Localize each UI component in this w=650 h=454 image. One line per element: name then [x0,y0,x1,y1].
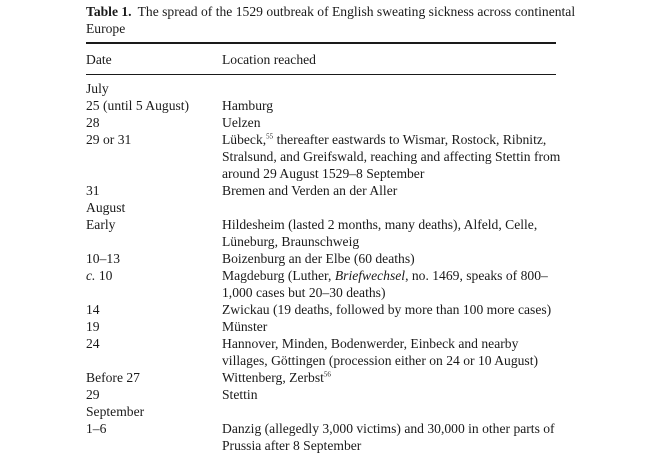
location-text: Magdeburg (Luther, [222,268,335,283]
date-cell: 29 [86,387,100,402]
location-cell [222,131,566,182]
location-cell: Stettin [222,387,258,402]
location-cell: Hannover, Minden, Bodenwerder, Einbeck and nearby villages, Göttingen (procession either on 24 or 10 August) [222,336,539,368]
date-cell: 1–6 [86,421,107,436]
footnote-marker: 55 [266,132,274,141]
table-body [86,80,566,454]
table-caption [86,3,586,37]
location-cell [222,267,566,301]
table-row [86,335,566,369]
footnote-marker: 56 [323,370,331,379]
table-row [86,301,566,318]
column-header-location: Location reached [222,52,316,67]
top-rule [86,42,556,44]
location-cell: Boizenburg an der Elbe (60 deaths) [222,251,415,266]
table-row [86,369,566,386]
date-cell [86,267,222,301]
location-cell: Bremen and Verden an der Aller [222,183,398,198]
header-rule [86,74,556,75]
location-cell: Hildesheim (lasted 2 months, many deaths), Alfeld, Celle, Lüneburg, Braunschweig [222,217,538,249]
table-row [86,267,566,301]
source-title: Briefwechsel [334,268,406,283]
location-text: Lübeck, [222,132,267,147]
circa-marker: c. [86,268,96,283]
table-title: The spread of the 1529 outbreak of English sweating sickness across continental Europe [86,4,576,36]
date-cell: 24 [86,336,100,351]
date-cell: 29 or 31 [86,132,132,147]
table-row [86,131,566,182]
table-row [86,97,566,114]
table-row [86,114,566,131]
month-label: July [86,81,109,96]
location-cell: Hamburg [222,98,274,113]
month-row [86,80,566,97]
month-label: August [86,200,126,215]
table-label: Table 1. [86,4,132,19]
table-row [86,386,566,403]
month-row [86,403,566,420]
date-cell: 19 [86,319,100,334]
month-label: September [86,404,145,419]
location-cell: Uelzen [222,115,261,130]
table-row [86,250,566,267]
date-cell: 10–13 [86,251,120,266]
location-text: , no. 1469, speaks of 800–1,000 cases but 20–30 deaths) [222,268,548,300]
table-row [86,420,566,454]
location-cell: Zwickau (19 deaths, followed by more than 100 more cases) [222,302,552,317]
table-row [86,182,566,199]
date-cell: Early [86,217,116,232]
date-text: 10 [95,268,113,283]
month-row [86,199,566,216]
date-cell: 31 [86,183,100,198]
date-cell: 25 (until 5 August) [86,98,190,113]
location-cell [222,369,566,386]
date-cell: 14 [86,302,100,317]
table-row [86,318,566,335]
location-text: Wittenberg, Zerbst [222,370,324,385]
date-cell: 28 [86,115,100,130]
date-cell: Before 27 [86,370,140,385]
location-cell: Münster [222,319,268,334]
location-text: thereafter eastwards to Wismar, Rostock, Ribnitz, Stralsund, and Greifswald, reaching and affecting Stettin from around 29 August 1529–8 September [222,132,561,181]
table-row [86,216,566,250]
column-header-date: Date [86,52,112,67]
location-cell: Danzig (allegedly 3,000 victims) and 30,000 in other parts of Prussia after 8 September [222,421,555,453]
